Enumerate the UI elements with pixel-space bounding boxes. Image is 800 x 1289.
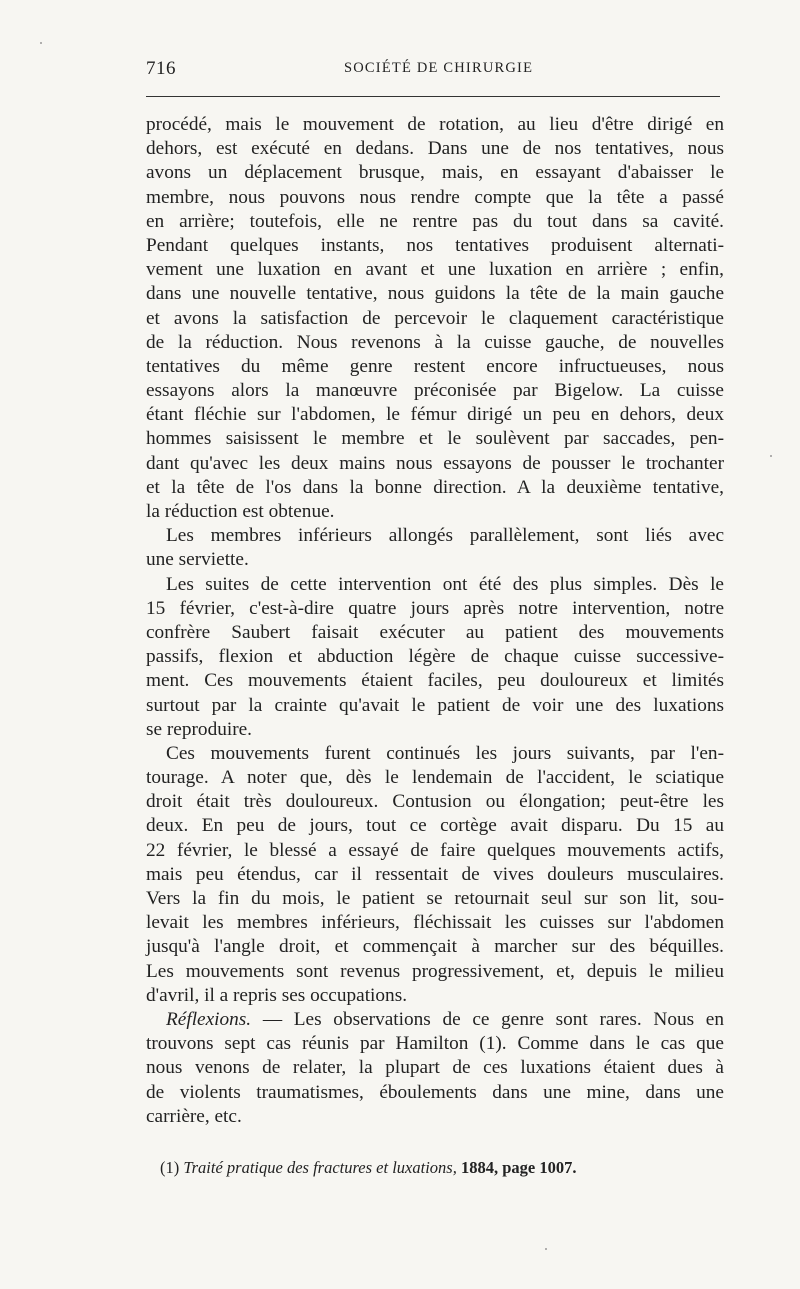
footnote — [160, 1158, 576, 1178]
footnote-details: 1884, page 1007. — [460, 1158, 577, 1177]
text-line — [146, 1008, 724, 1032]
text-line: se reproduire. — [146, 718, 252, 740]
text-line: passifs, flexion et abduction légère de chaque cuisse successive- — [146, 646, 724, 668]
text-line: procédé, mais le mouvement de rotation, au lieu d'être dirigé en — [146, 114, 724, 135]
running-title: SOCIÉTÉ DE CHIRURGIE — [344, 60, 534, 76]
text-line: avons un déplacement brusque, mais, en essayant d'abaisser le — [146, 162, 724, 184]
text-line: une serviette. — [146, 549, 249, 571]
text-line: nous venons de relater, la plupart de ces luxations étaient dues à — [146, 1057, 724, 1079]
text-line: Pendant quelques instants, nos tentatives produisent alternati- — [146, 234, 724, 256]
text-line: surtout par la crainte qu'avait le patient de voir une des luxations — [146, 694, 724, 716]
text-line: levait les membres inférieurs, fléchissait les cuisses sur l'abdomen — [146, 912, 724, 934]
text-line: Ces mouvements furent continués les jours suivants, par l'en- — [166, 742, 724, 764]
text-line: ment. Ces mouvements étaient faciles, peu douloureux et limités — [146, 670, 724, 692]
text-line: carrière, etc. — [146, 1105, 242, 1127]
text-line: de la réduction. Nous revenons à la cuisse gauche, de nouvelles — [146, 331, 724, 353]
paragraph — [146, 1008, 724, 1129]
text-line: et la tête de l'os dans la bonne direction. A la deuxième tentative, — [146, 476, 724, 498]
text-line: mais peu étendus, car il ressentait de vives douleurs musculaires. — [146, 863, 724, 885]
paper-speck — [545, 1248, 547, 1250]
text-fragment: — Les observations de ce genre sont rares. Nous en — [251, 1008, 724, 1030]
text-line: Les suites de cette intervention ont été des plus simples. Dès le — [166, 573, 724, 595]
footnote-marker: (1) — [160, 1158, 180, 1177]
paragraph — [146, 113, 724, 524]
page-number: 716 — [146, 58, 176, 79]
page-header — [146, 58, 720, 82]
text-line: essayons alors la manœuvre préconisée par Bigelow. La cuisse — [146, 380, 724, 402]
text-line: dehors, est exécuté en dedans. Dans une de nos tentatives, nous — [146, 138, 724, 160]
paragraph — [146, 573, 724, 742]
footnote-title: Traité pratique des fractures et luxations, — [183, 1158, 457, 1177]
text-line: d'avril, il a repris ses occupations. — [146, 984, 408, 1006]
text-line: droit était très douloureux. Contusion ou élongation; peut-être les — [146, 791, 724, 813]
text-line: confrère Saubert faisait exécuter au patient des mouvements — [146, 621, 724, 643]
text-line: étant fléchie sur l'abdomen, le fémur dirigé un peu en dehors, deux — [146, 404, 724, 426]
text-line: jusqu'à l'angle droit, et commençait à marcher sur des béquilles. — [146, 936, 724, 958]
paragraph — [146, 742, 724, 1008]
paragraph — [146, 524, 724, 572]
text-line: dans une nouvelle tentative, nous guidons la tête de la main gauche — [146, 283, 724, 305]
header-rule — [146, 96, 720, 97]
text-line: en arrière; toutefois, elle ne rentre pas du tout dans sa cavité. — [146, 210, 724, 232]
paper-speck — [40, 42, 42, 44]
body-text — [146, 113, 724, 1129]
text-line: dant qu'avec les deux mains nous essayons de pousser le trochanter — [146, 452, 724, 474]
text-line: trouvons sept cas réunis par Hamilton (1). Comme dans le cas que — [146, 1033, 724, 1055]
paper-speck — [770, 455, 772, 457]
text-line: de violents traumatismes, éboulements dans une mine, dans une — [146, 1081, 724, 1103]
text-line: 22 février, le blessé a essayé de faire quelques mouvements actifs, — [146, 839, 724, 861]
text-line: Vers la fin du mois, le patient se retournait seul sur son lit, sou- — [146, 888, 724, 909]
text-line: la réduction est obtenue. — [146, 501, 335, 522]
text-line: vement une luxation en avant et une luxation en arrière ; enfin, — [146, 259, 724, 281]
text-line: hommes saisissent le membre et le soulèvent par saccades, pen- — [146, 428, 724, 450]
text-line: et avons la satisfaction de percevoir le claquement caractéristique — [146, 307, 724, 329]
reflexions-heading: Réflexions. — [166, 1008, 252, 1030]
text-line: 15 février, c'est-à-dire quatre jours après notre intervention, notre — [146, 597, 724, 619]
text-line: tentatives du même genre restent encore infructueuses, nous — [146, 355, 724, 377]
text-line: Les membres inférieurs allongés parallèlement, sont liés avec — [166, 525, 724, 547]
text-line: Les mouvements sont revenus progressivement, et, depuis le milieu — [146, 960, 724, 982]
text-line: membre, nous pouvons nous rendre compte que la tête a passé — [146, 186, 724, 208]
text-line: deux. En peu de jours, tout ce cortège avait disparu. Du 15 au — [146, 815, 724, 837]
text-line: tourage. A noter que, dès le lendemain de l'accident, le sciatique — [146, 767, 724, 789]
